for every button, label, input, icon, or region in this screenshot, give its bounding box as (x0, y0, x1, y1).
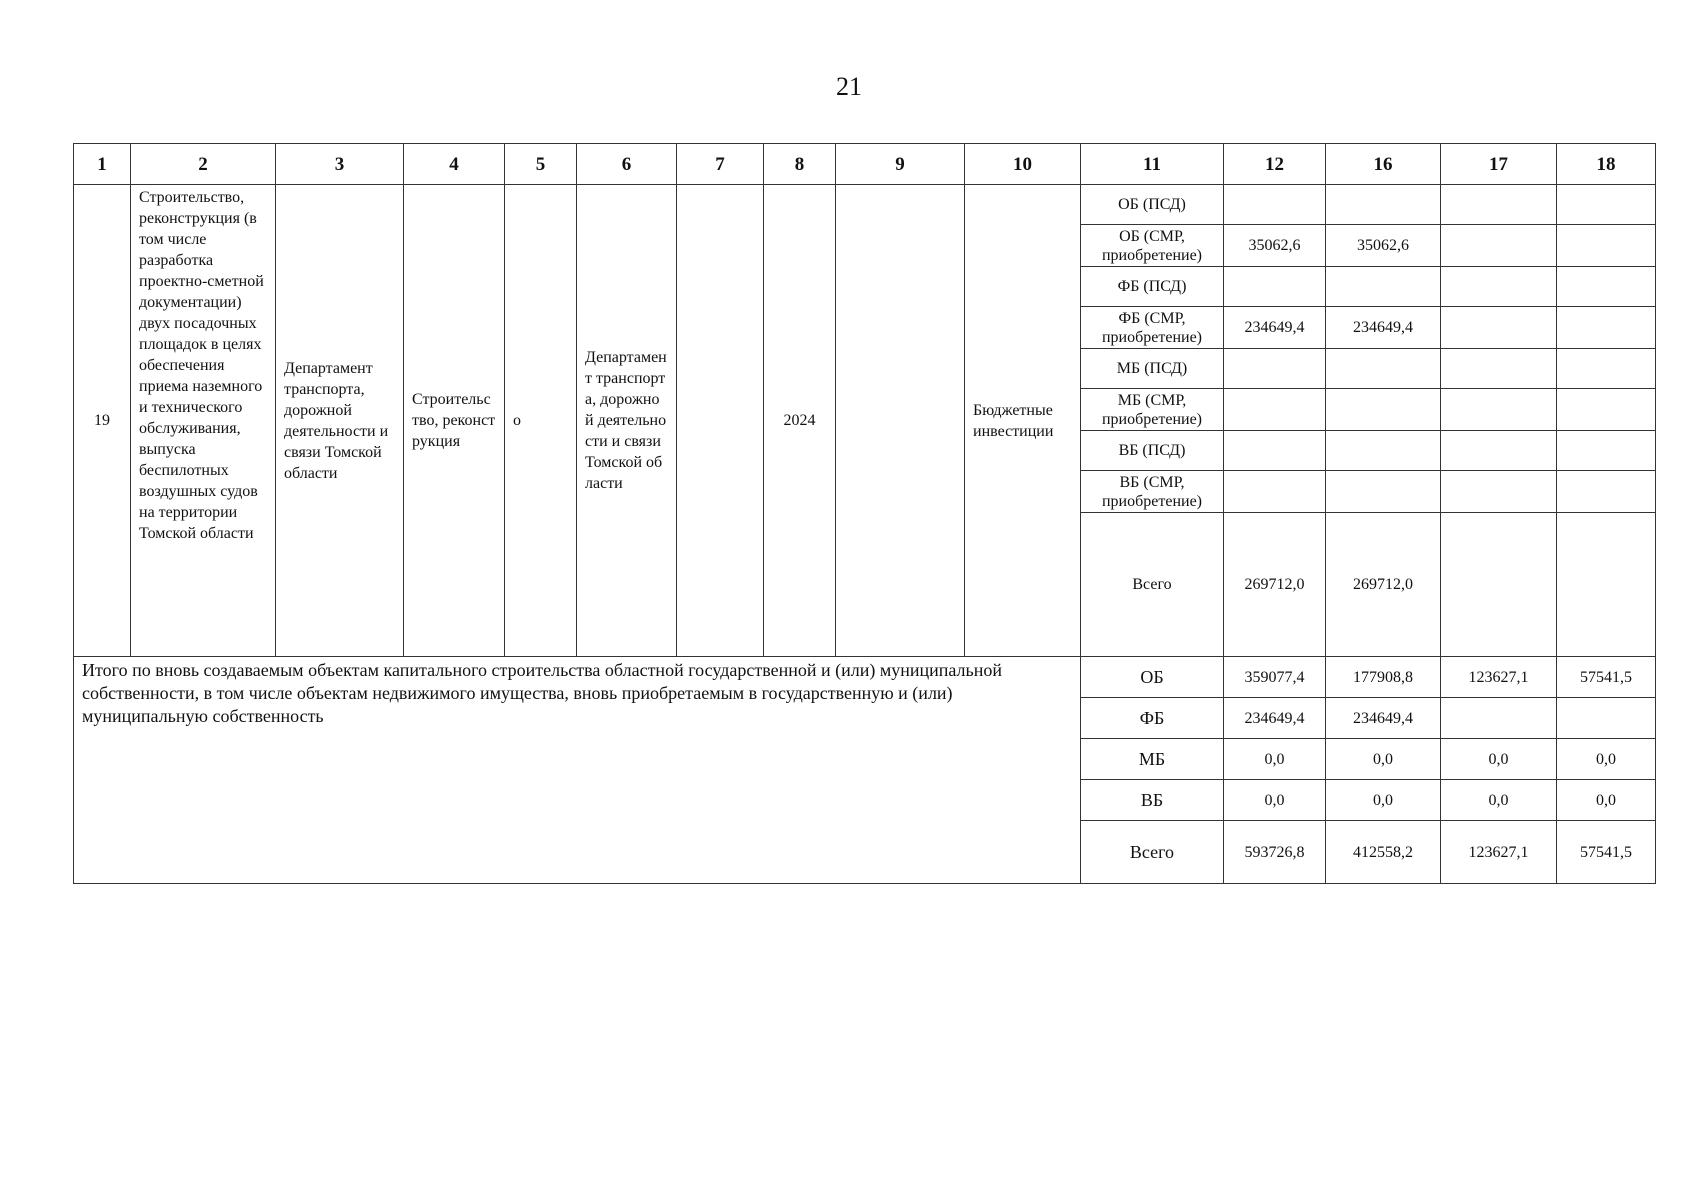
total-cell: 123627,1 (1441, 821, 1557, 884)
funding-source: МБ (ПСД) (1081, 349, 1224, 389)
total-row (74, 657, 1656, 698)
total-cell: 0,0 (1224, 780, 1326, 821)
total-cell: 0,0 (1557, 780, 1656, 821)
objects-table (73, 143, 1656, 884)
row-number: 19 (74, 185, 131, 657)
header-cell: 3 (276, 144, 404, 185)
funding-source: ФБ (ПСД) (1081, 267, 1224, 307)
year: 2024 (764, 185, 836, 657)
funding-source: ФБ (СМР, приобретение) (1081, 307, 1224, 349)
funding-cell (1326, 267, 1441, 307)
header-cell: 8 (764, 144, 836, 185)
header-cell: 16 (1326, 144, 1441, 185)
total-cell: 0,0 (1441, 780, 1557, 821)
funding-cell (1224, 389, 1326, 431)
col5-value: о (505, 185, 577, 657)
total-cell: 234649,4 (1326, 698, 1441, 739)
total-cell: 234649,4 (1224, 698, 1326, 739)
funding-cell (1326, 349, 1441, 389)
total-source: ФБ (1081, 698, 1224, 739)
funding-source: ВБ (СМР, приобретение) (1081, 471, 1224, 513)
header-cell: 6 (577, 144, 677, 185)
funding-source: ОБ (ПСД) (1081, 185, 1224, 225)
funding-source: Всего (1081, 513, 1224, 657)
funding-cell: 269712,0 (1326, 513, 1441, 657)
funding-cell (1557, 225, 1656, 267)
funding-cell (1224, 267, 1326, 307)
funding-cell (1557, 431, 1656, 471)
funding-cell (1557, 389, 1656, 431)
total-cell: 0,0 (1557, 739, 1656, 780)
funding-cell (1441, 431, 1557, 471)
header-cell: 9 (836, 144, 965, 185)
header-cell: 17 (1441, 144, 1557, 185)
funding-cell (1441, 513, 1557, 657)
funding-cell: 35062,6 (1224, 225, 1326, 267)
total-cell: 593726,8 (1224, 821, 1326, 884)
funding-source: ОБ (СМР, приобретение) (1081, 225, 1224, 267)
total-cell: 0,0 (1326, 739, 1441, 780)
total-source: ВБ (1081, 780, 1224, 821)
object-name: Строительство, реконструкция (в том числе разработка проектно-сметной документации) двух посадочных площадок в целях обеспечения приема наземного и технического обслуживания, выпуска беспилотных воздушных судов на территории Томской области (131, 185, 276, 657)
header-cell: 1 (74, 144, 131, 185)
total-cell: 57541,5 (1557, 657, 1656, 698)
funding-cell (1224, 431, 1326, 471)
funding-source: МБ (СМР, приобретение) (1081, 389, 1224, 431)
total-cell (1557, 698, 1656, 739)
funding-cell (1326, 431, 1441, 471)
total-cell: 412558,2 (1326, 821, 1441, 884)
header-cell: 7 (677, 144, 764, 185)
total-cell: 57541,5 (1557, 821, 1656, 884)
header-cell: 12 (1224, 144, 1326, 185)
funding-source: ВБ (ПСД) (1081, 431, 1224, 471)
customer: Департамент транспорта, дорожной деятельности и связи Томской области (577, 185, 677, 657)
funding-cell (1557, 267, 1656, 307)
funding-cell: 234649,4 (1326, 307, 1441, 349)
funding-cell (1441, 307, 1557, 349)
funding-cell (1557, 471, 1656, 513)
funding-cell (1326, 185, 1441, 225)
funding-cell (1326, 471, 1441, 513)
page-number: 21 (836, 72, 862, 101)
funding-cell (1557, 307, 1656, 349)
header-row (74, 144, 1656, 185)
header-cell: 10 (965, 144, 1081, 185)
funding-cell: 269712,0 (1224, 513, 1326, 657)
total-label: Итого по вновь создаваемым объектам капитального строительства областной государственной и (или) муниципальной собственности, в том числе объектам недвижимого имущества, вновь приобретаемым в государственную и (или) муниципальную собственность (74, 657, 1081, 884)
funding-cell (1557, 513, 1656, 657)
col7-value (677, 185, 764, 657)
funding-cell (1441, 389, 1557, 431)
funding-cell (1557, 349, 1656, 389)
funding-cell (1441, 225, 1557, 267)
total-source: МБ (1081, 739, 1224, 780)
header-cell: 18 (1557, 144, 1656, 185)
total-cell: 123627,1 (1441, 657, 1557, 698)
total-cell: 0,0 (1224, 739, 1326, 780)
investment-type: Бюджетные инвестиции (965, 185, 1081, 657)
funding-cell (1224, 185, 1326, 225)
funding-cell: 35062,6 (1326, 225, 1441, 267)
funding-cell: 234649,4 (1224, 307, 1326, 349)
total-cell (1441, 698, 1557, 739)
header-cell: 5 (505, 144, 577, 185)
funding-cell (1326, 389, 1441, 431)
total-source: Всего (1081, 821, 1224, 884)
header-cell: 4 (404, 144, 505, 185)
header-cell: 11 (1081, 144, 1224, 185)
funding-cell (1224, 349, 1326, 389)
table-row (74, 185, 1656, 225)
total-cell: 177908,8 (1326, 657, 1441, 698)
total-cell: 0,0 (1326, 780, 1441, 821)
funding-cell (1441, 349, 1557, 389)
funding-cell (1441, 471, 1557, 513)
funding-cell (1557, 185, 1656, 225)
department: Департамент транспорта, дорожной деятельности и связи Томской области (276, 185, 404, 657)
funding-cell (1441, 185, 1557, 225)
total-cell: 359077,4 (1224, 657, 1326, 698)
total-source: ОБ (1081, 657, 1224, 698)
header-cell: 2 (131, 144, 276, 185)
total-cell: 0,0 (1441, 739, 1557, 780)
funding-cell (1441, 267, 1557, 307)
col9-value (836, 185, 965, 657)
work-type: Строительство, реконструкция (404, 185, 505, 657)
funding-cell (1224, 471, 1326, 513)
